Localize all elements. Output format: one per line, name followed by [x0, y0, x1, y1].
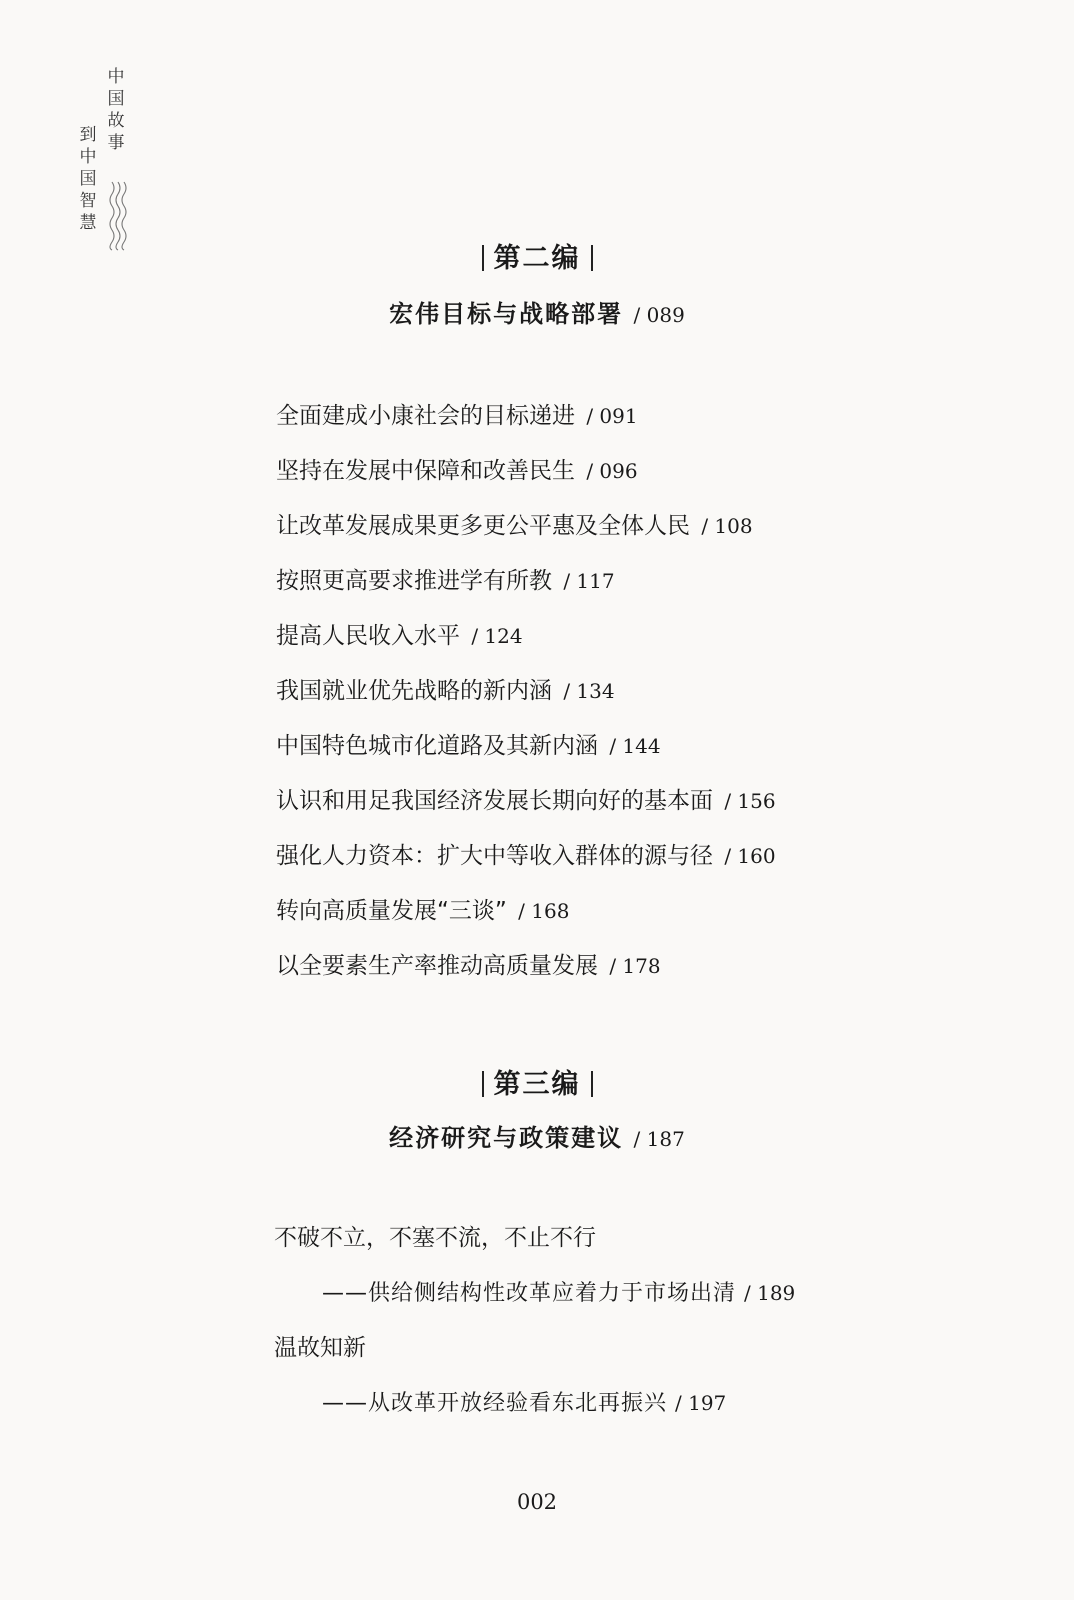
running-head-char: 智: [79, 191, 97, 211]
running-head-char: 到: [79, 125, 97, 145]
part-2-title-text: 宏伟目标与战略部署: [389, 299, 624, 328]
toc-entry-subtitle: [274, 1387, 795, 1442]
toc-entry: [276, 840, 776, 895]
running-head-char: 国: [79, 169, 97, 189]
heading-bar-left: [482, 1071, 484, 1097]
toc-entry-page: / 091: [586, 404, 638, 428]
toc-entry: [276, 730, 776, 785]
toc-entry: [276, 455, 776, 510]
toc-entry-title: 中国特色城市化道路及其新内涵: [276, 733, 598, 759]
toc-entry: [276, 400, 776, 455]
toc-entry-page: / 156: [724, 789, 776, 813]
toc-entry-title: 坚持在发展中保障和改善民生: [276, 458, 575, 484]
toc-entry-page: / 160: [724, 844, 776, 868]
toc-entry: [274, 1222, 795, 1277]
running-head-char: 中: [107, 67, 125, 87]
part-3-page: / 187: [633, 1127, 685, 1151]
toc-entry-page: / 124: [471, 624, 523, 648]
page-number: 002: [516, 1490, 558, 1514]
part-2-toc: [276, 400, 776, 1005]
toc-entry: [276, 895, 776, 950]
part-3-toc: [274, 1222, 795, 1442]
running-head-col-1: [106, 66, 126, 154]
toc-entry: [276, 510, 776, 565]
part-2-heading: [0, 236, 1074, 275]
running-head-col-2: [78, 124, 98, 234]
part-2-title: [0, 294, 1074, 329]
toc-entry-title: 不破不立，不塞不流，不止不行: [274, 1225, 596, 1251]
running-head-char: 国: [107, 89, 125, 109]
running-head-char: 事: [107, 133, 125, 153]
toc-entry-subtitle-text: ——从改革开放经验看东北再振兴: [322, 1391, 668, 1416]
toc-entry: [276, 950, 776, 1005]
running-head-char: 慧: [79, 213, 97, 233]
part-3-title: [0, 1118, 1074, 1153]
toc-entry-title: 强化人力资本：扩大中等收入群体的源与径: [276, 843, 713, 869]
running-head-char: 故: [107, 111, 125, 131]
toc-entry-title: 温故知新: [274, 1335, 366, 1361]
toc-entry-page: / 134: [563, 679, 615, 703]
part-3-title-text: 经济研究与政策建议: [389, 1123, 624, 1152]
toc-entry: [274, 1332, 795, 1387]
toc-entry: [276, 675, 776, 730]
toc-entry-title: 我国就业优先战略的新内涵: [276, 678, 552, 704]
running-head-char: 中: [79, 147, 97, 167]
toc-entry-subtitle: [274, 1277, 795, 1332]
part-2-page: / 089: [633, 303, 685, 327]
toc-entry: [276, 620, 776, 675]
toc-entry: [276, 785, 776, 840]
heading-bar-right: [591, 245, 593, 271]
part-3-heading: [0, 1062, 1074, 1101]
part-3-heading-text: 第三编: [493, 1069, 581, 1100]
toc-entry-title: 以全要素生产率推动高质量发展: [276, 953, 598, 979]
running-head: [68, 62, 148, 262]
toc-entry-page: / 168: [518, 899, 570, 923]
toc-entry-title: 全面建成小康社会的目标递进: [276, 403, 575, 429]
toc-entry-page: / 117: [563, 569, 615, 593]
heading-bar-left: [482, 245, 484, 271]
toc-entry-title: 让改革发展成果更多更公平惠及全体人民: [276, 513, 690, 539]
toc-entry-page: / 096: [586, 459, 638, 483]
toc-entry-page: / 178: [609, 954, 661, 978]
toc-entry-subtitle-text: ——供给侧结构性改革应着力于市场出清: [322, 1281, 737, 1306]
toc-entry-page: / 189: [744, 1281, 796, 1305]
toc-entry-title: 转向高质量发展“三谈”: [276, 898, 507, 924]
toc-entry-title: 认识和用足我国经济发展长期向好的基本面: [276, 788, 713, 814]
toc-entry: [276, 565, 776, 620]
toc-entry-page: / 197: [675, 1391, 727, 1415]
part-2-heading-text: 第二编: [493, 243, 581, 274]
toc-entry-title: 按照更高要求推进学有所教: [276, 568, 552, 594]
toc-entry-page: / 108: [701, 514, 753, 538]
toc-entry-page: / 144: [609, 734, 661, 758]
toc-entry-title: 提高人民收入水平: [276, 623, 460, 649]
heading-bar-right: [591, 1071, 593, 1097]
